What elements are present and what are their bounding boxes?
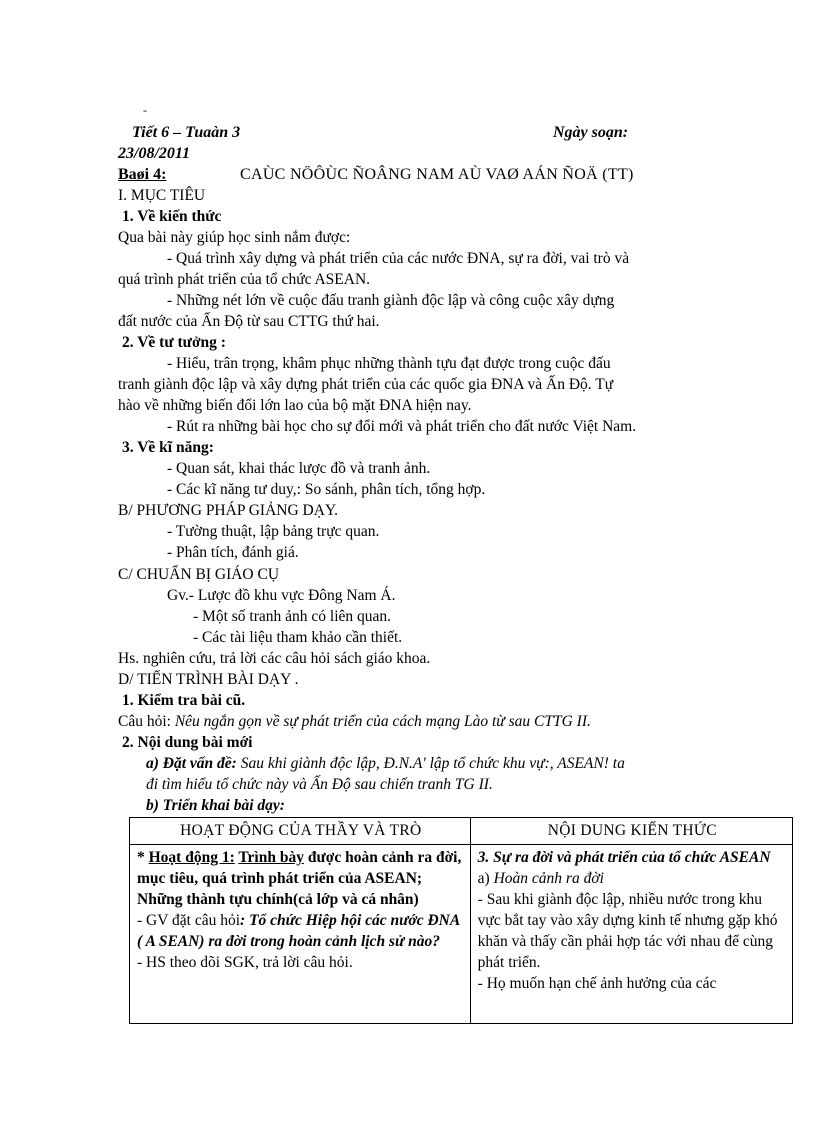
review-title: 1. Kiểm tra bài cũ.: [122, 692, 246, 709]
content-cell: [470, 845, 792, 1024]
content-paragraph-1: - Sau khi giành độc lập, nhiều nước trong khu vực bắt tay vào xây dựng kinh tế nhưng gặp khó khăn và thấy cần phải hợp tác với nhau để cùng phát triển.: [477, 891, 778, 971]
knowledge-item-2-line-1: - Những nét lớn về cuộc đấu tranh giành độc lập và công cuộc xây dựng: [167, 292, 615, 309]
teacher-question-text: : Tổ chức Hiệp hội các nước ĐNA ( A SEAN) ra đời trong hoàn cảnh lịch sử nào?: [137, 912, 460, 950]
col-header-activities: HOẠT ĐỘNG CỦA THẦY VÀ TRÒ: [130, 818, 471, 845]
attitude-item-1-line-2: tranh giành độc lập và xây dựng phát triển của các quốc gia ĐNA và Ấn Độ. Tự: [118, 376, 614, 393]
materials-student: Hs. nghiên cứu, trả lời các câu hỏi sách giáo khoa.: [118, 650, 431, 667]
review-question: [118, 712, 591, 732]
lesson-period-week: Tiết 6 – Tuaàn 3: [132, 124, 241, 141]
header-dash: -: [143, 103, 147, 117]
teacher-question: [137, 910, 465, 952]
activity-1-present: Trình bày: [238, 849, 304, 866]
problem-statement-text: Sau khi giành độc lập, Đ.N.A' lập tổ chức khu vự:, ASEAN! ta: [236, 755, 625, 772]
lesson-title: CAÙC NÖÔÙC ÑOÂNG NAM AÙ VAØ AÁN ÑOÄ (TT): [240, 166, 634, 183]
skills-item-1: - Quan sát, khai thác lược đồ và tranh ảnh.: [167, 460, 431, 477]
lesson-deployment-title: b) Triển khai bài dạy:: [146, 797, 285, 814]
skills-item-2: - Các kĩ năng tư duy,: So sánh, phân tích, tổng hợp.: [167, 481, 486, 498]
materials-teacher-item-3: - Các tài liệu tham khảo cần thiết.: [193, 629, 403, 646]
section-methods-title: B/ PHƯƠNG PHÁP GIẢNG DẠY.: [118, 502, 339, 519]
methods-item-2: - Phân tích, đánh giá.: [167, 544, 299, 561]
knowledge-item-2-line-2: đất nước của Ấn Độ từ sau CTTG thứ hai.: [118, 313, 380, 330]
section-materials-title: C/ CHUẨN BỊ GIÁO CỤ: [118, 566, 280, 583]
knowledge-title: 1. Về kiến thức: [122, 208, 222, 225]
content-paragraph-2: - Họ muốn hạn chế ảnh hưởng của các: [477, 975, 717, 992]
knowledge-item-1-line-1: - Quá trình xây dựng và phát triển của các nước ĐNA, sự ra đời, vai trò và: [167, 250, 630, 267]
activity-1-description: [137, 847, 465, 910]
student-response: - HS theo dõi SGK, trả lời câu hỏi.: [137, 954, 353, 971]
problem-statement-line-2: đi tìm hiểu tổ chức này và Ấn Độ sau chiến tranh TG II.: [146, 776, 493, 793]
content-subheading-text: Hoàn cảnh ra đời: [493, 870, 604, 887]
knowledge-item-1-line-2: quá trình phát triển của tổ chức ASEAN.: [118, 271, 371, 288]
problem-statement-line-1: [146, 754, 625, 774]
content-subheading: [478, 868, 787, 889]
col-header-content: NỘI DUNG KIẾN THỨC: [470, 818, 792, 845]
skills-title: 3. Về kĩ năng:: [122, 439, 214, 456]
materials-teacher-item-2: - Một số tranh ảnh có liên quan.: [193, 608, 392, 625]
activities-cell: [130, 845, 471, 1024]
activities-table: [129, 817, 793, 1024]
methods-item-1: - Tường thuật, lập bảng trực quan.: [167, 523, 380, 540]
attitude-title: 2. Về tư tưởng :: [122, 334, 226, 351]
activity-1-label: Hoạt động 1:: [148, 849, 235, 866]
new-content-title: 2. Nội dung bài mới: [122, 734, 253, 751]
table-header-row: [130, 818, 793, 845]
section-procedure-title: D/ TIẾN TRÌNH BÀI DẠY .: [118, 671, 299, 688]
attitude-item-1-line-1: - Hiểu, trân trọng, khâm phục những thành tựu đạt được trong cuộc đấu: [167, 355, 611, 372]
teacher-question-prefix: - GV đặt câu hỏi: [137, 912, 241, 929]
preparation-date-label: Ngày soạn:: [553, 124, 629, 141]
attitude-item-1-line-3: hào về những biến đổi lớn lao của bộ mặt ĐNA hiện nay.: [118, 397, 472, 414]
preparation-date: 23/08/2011: [118, 145, 191, 162]
review-question-text: Nêu ngắn gọn về sự phát triển của cách mạng Lào từ sau CTTG II.: [174, 713, 591, 730]
activity-1-rest: được hoàn cảnh ra đời, mục tiêu, quá trình phát triển của ASEAN; Những thành tựu chính(cả lớp và cá nhân): [137, 849, 462, 908]
activity-star: *: [137, 849, 149, 866]
content-heading: 3. Sự ra đời và phát triển của tổ chức ASEAN: [477, 849, 771, 866]
problem-statement-label: a) Đặt vấn đề:: [146, 755, 237, 772]
lesson-number: Baøi 4:: [118, 166, 167, 183]
materials-teacher: Gv.- Lược đồ khu vực Đông Nam Á.: [167, 587, 396, 604]
section-objectives-title: I. MỤC TIÊU: [118, 187, 206, 204]
table-row: [130, 845, 793, 1024]
knowledge-intro: Qua bài này giúp học sinh nắm được:: [118, 229, 351, 246]
attitude-item-2: - Rút ra những bài học cho sự đổi mới và phát triển cho đất nước Việt Nam.: [167, 418, 637, 435]
content-subheading-prefix: a): [477, 870, 494, 887]
review-question-label: Câu hỏi:: [118, 713, 175, 730]
